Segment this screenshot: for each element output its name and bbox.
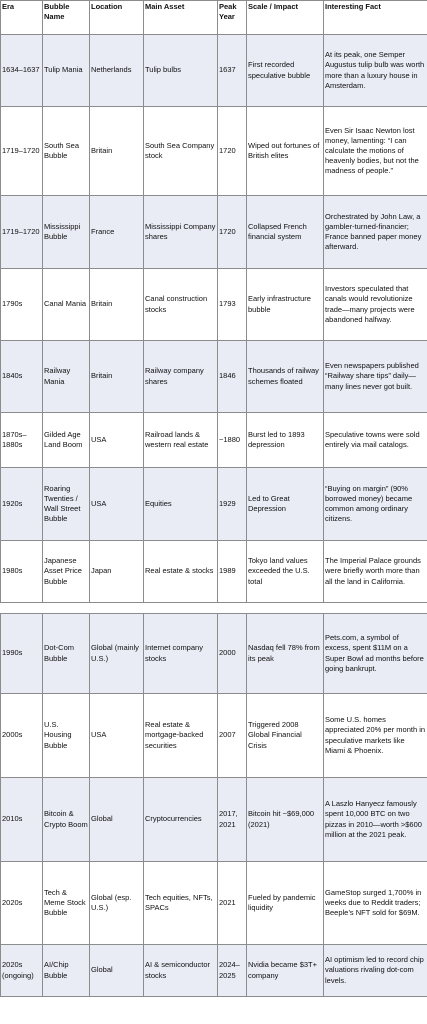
cell-fact: AI optimism led to record chip valuations rivaling dot-com levels. (324, 945, 427, 997)
cell-era: 1790s (1, 269, 43, 341)
cell-main-asset: Tech equities, NFTs, SPACs (144, 862, 218, 945)
cell-location: USA (90, 468, 144, 541)
cell-fact: Investors speculated that canals would revolutionize trade—many projects were abandoned halfway. (324, 269, 427, 341)
table-row (1, 541, 427, 603)
cell-bubble-name: Roaring Twenties / Wall Street Bubble (43, 468, 90, 541)
cell-impact: Burst led to 1893 depression (247, 413, 324, 468)
bubbles-table-modern (0, 613, 427, 997)
table-row (1, 196, 427, 269)
header-row (1, 1, 427, 35)
cell-main-asset: Canal construction stocks (144, 269, 218, 341)
cell-impact: Early infrastructure bubble (247, 269, 324, 341)
table-row (1, 35, 427, 107)
cell-peak-year: 1793 (218, 269, 247, 341)
cell-peak-year: 2017, 2021 (218, 778, 247, 862)
cell-peak-year: 2000 (218, 614, 247, 694)
cell-era: 1990s (1, 614, 43, 694)
header-peak-year: Peak Year (218, 1, 247, 35)
header-era: Era (1, 1, 43, 35)
cell-fact: Even newspapers published “Railway share tips” daily—many lines never got built. (324, 341, 427, 413)
cell-era: 1719–1720 (1, 107, 43, 196)
cell-fact: Some U.S. homes appreciated 20% per month in speculative markets like Miami & Phoenix. (324, 694, 427, 778)
cell-main-asset: Equities (144, 468, 218, 541)
cell-location: Global (mainly U.S.) (90, 614, 144, 694)
cell-main-asset: Internet company stocks (144, 614, 218, 694)
cell-era: 2010s (1, 778, 43, 862)
cell-peak-year: 2021 (218, 862, 247, 945)
cell-main-asset: South Sea Company stock (144, 107, 218, 196)
cell-location: Britain (90, 269, 144, 341)
cell-location: France (90, 196, 144, 269)
cell-fact: Pets.com, a symbol of excess, spent $11M on a Super Bowl ad months before going bankrupt. (324, 614, 427, 694)
cell-main-asset: Railway company shares (144, 341, 218, 413)
cell-era: 1870s–1880s (1, 413, 43, 468)
header-interesting-fact: Interesting Fact (324, 1, 427, 35)
table-row (1, 468, 427, 541)
cell-fact: Even Sir Isaac Newton lost money, lamenting: “I can calculate the motions of heavenly bodies, but not the madness of people.” (324, 107, 427, 196)
cell-era: 1920s (1, 468, 43, 541)
cell-peak-year: 2007 (218, 694, 247, 778)
cell-era: 2000s (1, 694, 43, 778)
cell-peak-year: 1637 (218, 35, 247, 107)
cell-bubble-name: Dot-Com Bubble (43, 614, 90, 694)
cell-bubble-name: Tulip Mania (43, 35, 90, 107)
cell-impact: First recorded speculative bubble (247, 35, 324, 107)
cell-main-asset: Real estate & stocks (144, 541, 218, 603)
table-row (1, 694, 427, 778)
table-row (1, 862, 427, 945)
cell-fact: “Buying on margin” (90% borrowed money) became common among ordinary citizens. (324, 468, 427, 541)
cell-main-asset: Railroad lands & western real estate (144, 413, 218, 468)
cell-location: Global (90, 778, 144, 862)
header-main-asset: Main Asset (144, 1, 218, 35)
table-row (1, 778, 427, 862)
cell-impact: Collapsed French financial system (247, 196, 324, 269)
cell-fact: At its peak, one Semper Augustus tulip bulb was worth more than a luxury house in Amsterdam. (324, 35, 427, 107)
cell-bubble-name: South Sea Bubble (43, 107, 90, 196)
cell-era: 2020s (1, 862, 43, 945)
cell-impact: Nvidia became $3T+ company (247, 945, 324, 997)
cell-era: 1634–1637 (1, 35, 43, 107)
cell-location: Britain (90, 107, 144, 196)
cell-fact: The Imperial Palace grounds were briefly worth more than all the land in California. (324, 541, 427, 603)
cell-bubble-name: Bitcoin & Crypto Boom (43, 778, 90, 862)
cell-location: Global (90, 945, 144, 997)
header-bubble-name: Bubble Name (43, 1, 90, 35)
cell-peak-year: 1989 (218, 541, 247, 603)
cell-peak-year: 1720 (218, 196, 247, 269)
cell-location: Global (esp. U.S.) (90, 862, 144, 945)
cell-bubble-name: Tech & Meme Stock Bubble (43, 862, 90, 945)
cell-peak-year: 1720 (218, 107, 247, 196)
table-row (1, 413, 427, 468)
cell-bubble-name: Canal Mania (43, 269, 90, 341)
cell-fact: Speculative towns were sold entirely via mail catalogs. (324, 413, 427, 468)
cell-era: 1840s (1, 341, 43, 413)
cell-bubble-name: Mississippi Bubble (43, 196, 90, 269)
cell-fact: GameStop surged 1,700% in weeks due to Reddit traders; Beeple’s NFT sold for $69M. (324, 862, 427, 945)
cell-fact: Orchestrated by John Law, a gambler-turned-financier; France banned paper money afterward. (324, 196, 427, 269)
cell-peak-year: ~1880 (218, 413, 247, 468)
cell-location: USA (90, 694, 144, 778)
cell-peak-year: 1929 (218, 468, 247, 541)
cell-location: Britain (90, 341, 144, 413)
cell-impact: Triggered 2008 Global Financial Crisis (247, 694, 324, 778)
cell-bubble-name: Gilded Age Land Boom (43, 413, 90, 468)
table-row (1, 269, 427, 341)
cell-impact: Bitcoin hit ~$69,000 (2021) (247, 778, 324, 862)
cell-era: 1980s (1, 541, 43, 603)
cell-era: 2020s (ongoing) (1, 945, 43, 997)
cell-peak-year: 1846 (218, 341, 247, 413)
cell-main-asset: Tulip bulbs (144, 35, 218, 107)
cell-location: USA (90, 413, 144, 468)
cell-fact: A Laszlo Hanyecz famously spent 10,000 BTC on two pizzas in 2010—worth >$600 million at the 2021 peak. (324, 778, 427, 862)
cell-bubble-name: Japanese Asset Price Bubble (43, 541, 90, 603)
table-gap (0, 603, 427, 613)
cell-location: Japan (90, 541, 144, 603)
table-row (1, 341, 427, 413)
cell-impact: Wiped out fortunes of British elites (247, 107, 324, 196)
cell-era: 1719–1720 (1, 196, 43, 269)
table-row (1, 107, 427, 196)
cell-impact: Thousands of railway schemes floated (247, 341, 324, 413)
table-row (1, 945, 427, 997)
cell-main-asset: AI & semiconductor stocks (144, 945, 218, 997)
cell-main-asset: Real estate & mortgage-backed securities (144, 694, 218, 778)
cell-main-asset: Cryptocurrencies (144, 778, 218, 862)
cell-location: Netherlands (90, 35, 144, 107)
cell-impact: Nasdaq fell 78% from its peak (247, 614, 324, 694)
cell-main-asset: Mississippi Company shares (144, 196, 218, 269)
cell-impact: Led to Great Depression (247, 468, 324, 541)
table-row (1, 614, 427, 694)
cell-impact: Fueled by pandemic liquidity (247, 862, 324, 945)
header-location: Location (90, 1, 144, 35)
cell-impact: Tokyo land values exceeded the U.S. total (247, 541, 324, 603)
cell-bubble-name: Railway Mania (43, 341, 90, 413)
cell-bubble-name: U.S. Housing Bubble (43, 694, 90, 778)
header-scale-impact: Scale / Impact (247, 1, 324, 35)
cell-bubble-name: AI/Chip Bubble (43, 945, 90, 997)
cell-peak-year: 2024–2025 (218, 945, 247, 997)
